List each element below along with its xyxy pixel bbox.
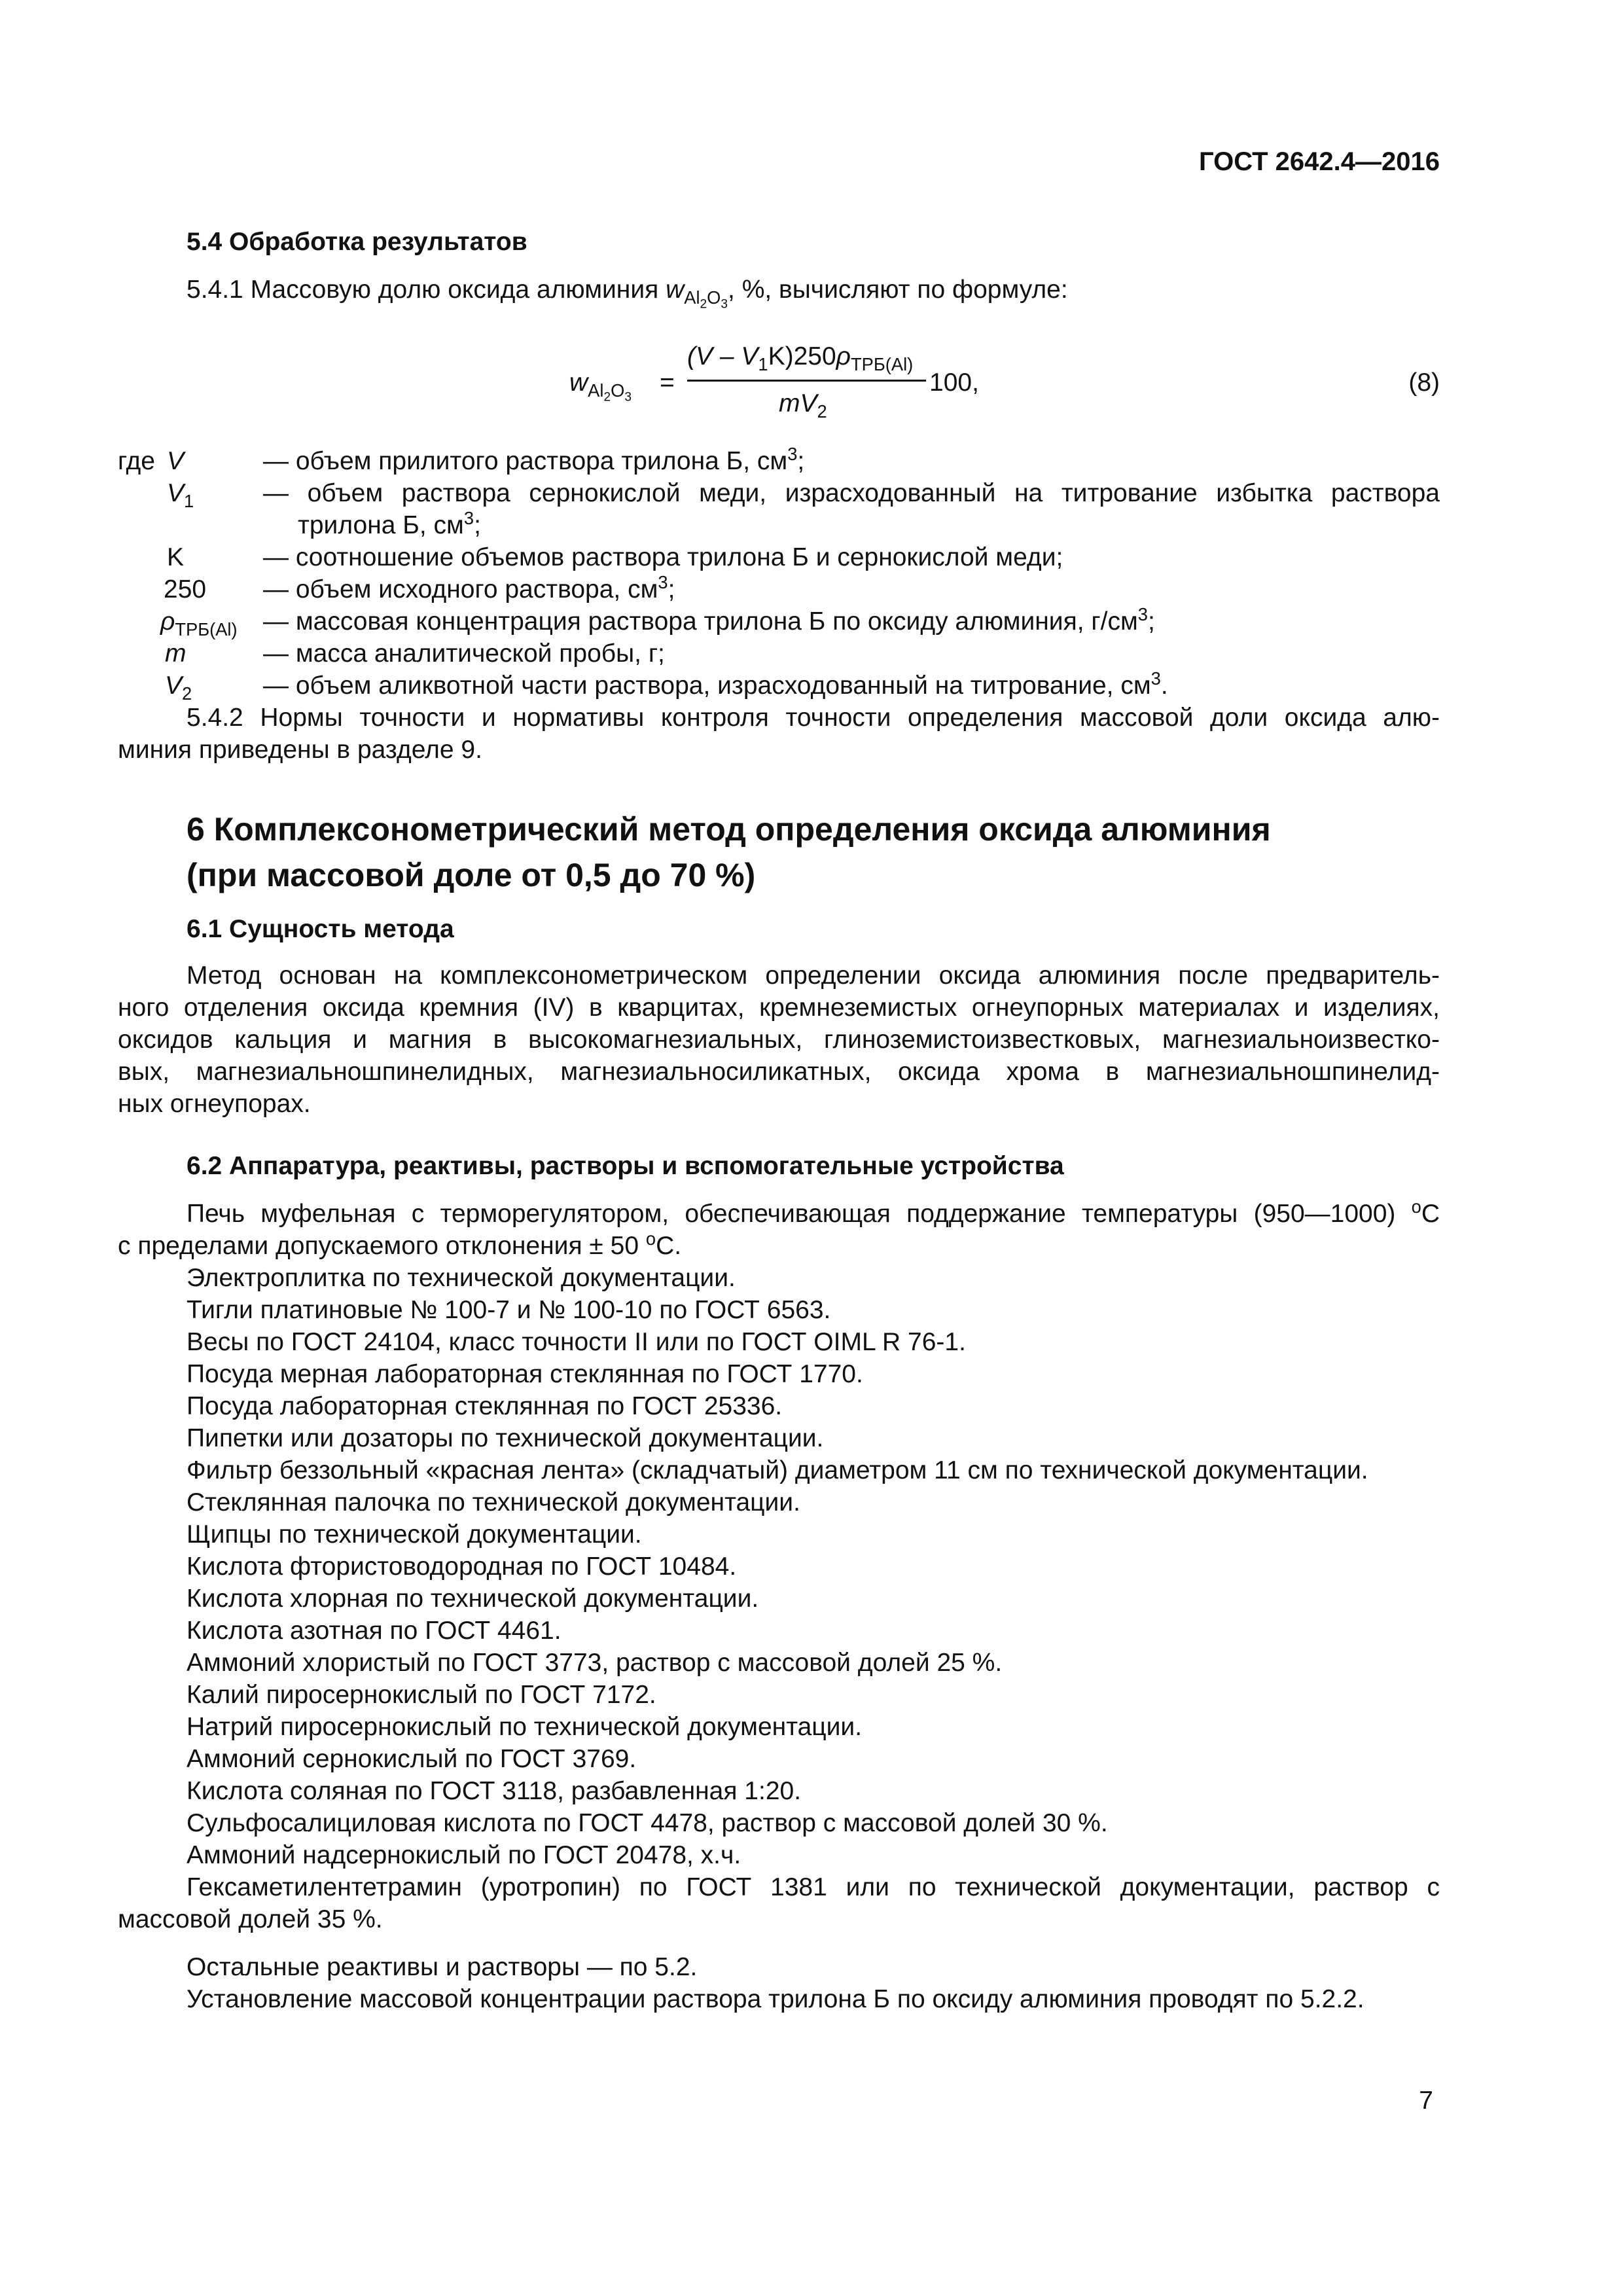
- list-item: Аммоний хлористый по ГОСТ 3773, раствор с массовой долей 25 %.: [187, 1649, 1003, 1677]
- formula-lhs: $w_{Al_2O_3}$: [569, 368, 632, 404]
- s61-line-2: оксидов кальция и магния в высокомагнезиальных, глиноземистоизвестковых, магнезиальноизвестко-: [118, 1026, 1440, 1054]
- list-item: Аммоний надсернокислый по ГОСТ 20478, х.ч.: [187, 1841, 741, 1869]
- p541-text-before: 5.4.1 Массовую долю оксида алюминия: [187, 276, 666, 304]
- list-item: Установление массовой концентрации раствора трилона Б по оксиду алюминия проводят по 5.2.2.: [187, 1985, 1364, 2013]
- list-item: Фильтр беззольный «красная лента» (складчатый) диаметром 11 см по технической документации.: [187, 1456, 1368, 1484]
- formula-numerator: $(V - V_1K)250\rho_{ТРБ(Al)}$: [687, 342, 914, 374]
- where-desc-1: — объем раствора сернокислой меди, израсходованный на титрование избытка раствора: [263, 479, 1440, 507]
- where-sym-7: $V_2$: [165, 672, 192, 704]
- paragraph-5-4-2-line2: миния приведены в разделе 9.: [118, 736, 482, 764]
- s61-line-1: ного отделения оксида кремния (IV) в кварцитах, кремнеземистых огнеупорных материалах и изделиях,: [118, 994, 1440, 1022]
- section-6-title-line2: (при массовой доле от 0,5 до 70 %): [187, 857, 756, 893]
- list-item: Кислота соляная по ГОСТ 3118, разбавленная 1:20.: [187, 1777, 802, 1805]
- list-item: Кислота азотная по ГОСТ 4461.: [187, 1617, 562, 1645]
- paragraph-5-4-1: [187, 274, 1068, 312]
- where-sym-1: $V_1$: [167, 479, 194, 511]
- list-item: Весы по ГОСТ 24104, класс точности II или по ГОСТ OIML R 76-1.: [187, 1328, 966, 1356]
- list-item: Тигли платиновые № 100-7 и № 100-10 по ГОСТ 6563.: [187, 1296, 831, 1324]
- list-item: Кислота хлорная по технической документации.: [187, 1585, 759, 1613]
- where-desc-5: — массовая концентрация раствора трилона Б по оксиду алюминия, $г/см^3$;: [263, 604, 1155, 636]
- section-5-4-title: 5.4 Обработка результатов: [187, 228, 527, 256]
- where-sym-3: K: [167, 543, 185, 571]
- s61-line-0: Метод основан на комплексонометрическом определении оксида алюминия после предваритель-: [187, 961, 1440, 990]
- list-item: Посуда лабораторная стеклянная по ГОСТ 25336.: [187, 1392, 783, 1420]
- formula-tail: 100,: [929, 368, 979, 397]
- list-item: Пипетки или дозаторы по технической документации.: [187, 1424, 824, 1452]
- list-item: Щипцы по технической документации.: [187, 1520, 642, 1549]
- s61-line-4: ных огнеупорах.: [118, 1090, 311, 1118]
- section-6-2-title: 6.2 Аппаратура, реактивы, растворы и вспомогательные устройства: [187, 1152, 1064, 1180]
- list-item: Калий пиросернокислый по ГОСТ 7172.: [187, 1681, 656, 1709]
- where-sym-0: V: [167, 447, 185, 475]
- where-desc-0: — объем прилитого раствора трилона Б, $см^3$;: [263, 444, 805, 475]
- p541-text-after: , %, вычисляют по формуле:: [728, 276, 1068, 304]
- where-label: где: [118, 447, 155, 475]
- list-item: Электроплитка по технической документации.: [187, 1264, 736, 1292]
- section-6-title-line1: 6 Комплексонометрический метод определения оксида алюминия: [187, 811, 1271, 848]
- furnace-line2: с пределами допускаемого отклонения ± 50 $^о$С.: [118, 1229, 682, 1260]
- page-number: 7: [1419, 2087, 1433, 2115]
- list-item: Натрий пиросернокислый по технической документации.: [187, 1713, 863, 1741]
- document-header: ГОСТ 2642.4—2016: [1198, 147, 1440, 176]
- where-desc-4: — объем исходного раствора, $см^3$;: [263, 572, 675, 603]
- hexamine-line1: Гексаметилентетрамин (уротропин) по ГОСТ 1381 или по технической документации, раствор с: [187, 1873, 1440, 1901]
- where-desc-7: — объем аликвотной части раствора, израсходованный на титрование, $см^3$.: [263, 668, 1168, 700]
- section-6-1-title: 6.1 Сущность метода: [187, 915, 454, 943]
- list-item: Остальные реактивы и растворы — по 5.2.: [187, 1953, 698, 1981]
- where-sym-6: m: [165, 639, 187, 668]
- where-sym-4: 250: [164, 575, 207, 603]
- furnace-line1: Печь муфельная с терморегулятором, обеспечивающая поддержание температуры (950—1000) $^о$С: [187, 1196, 1440, 1228]
- formula-equals: =: [660, 368, 675, 397]
- list-item: Посуда мерная лабораторная стеклянная по ГОСТ 1770.: [187, 1360, 863, 1388]
- formula-number: (8): [1408, 368, 1440, 397]
- list-item: Сульфосалициловая кислота по ГОСТ 4478, раствор с массовой долей 30 %.: [187, 1809, 1108, 1837]
- w-subscript: Al2O3: [684, 287, 728, 312]
- s61-line-3: вых, магнезиальношпинелидных, магнезиальносиликатных, оксида хрома в магнезиальношпинелид-: [118, 1058, 1440, 1086]
- hexamine-line2: массовой долей 35 %.: [118, 1905, 383, 1933]
- where-desc-3: — соотношение объемов раствора трилона Б и сернокислой меди;: [263, 543, 1063, 571]
- where-desc-1-cont: трилона Б, $см^3$;: [298, 508, 481, 539]
- list-item: Стеклянная палочка по технической документации.: [187, 1488, 800, 1516]
- w-symbol: w: [666, 276, 685, 304]
- list-item: Аммоний сернокислый по ГОСТ 3769.: [187, 1745, 637, 1773]
- paragraph-5-4-2-line1: 5.4.2 Нормы точности и нормативы контроля точности определения массовой доли оксида алю-: [187, 704, 1440, 732]
- list-item: Кислота фтористоводородная по ГОСТ 10484.: [187, 1552, 737, 1581]
- where-desc-6: — масса аналитической пробы, г;: [263, 639, 665, 668]
- formula-denominator: $mV_2$: [779, 389, 827, 422]
- where-sym-5: $\rho_{ТРБ(Al)}$: [160, 607, 238, 639]
- fraction-line: [687, 380, 926, 382]
